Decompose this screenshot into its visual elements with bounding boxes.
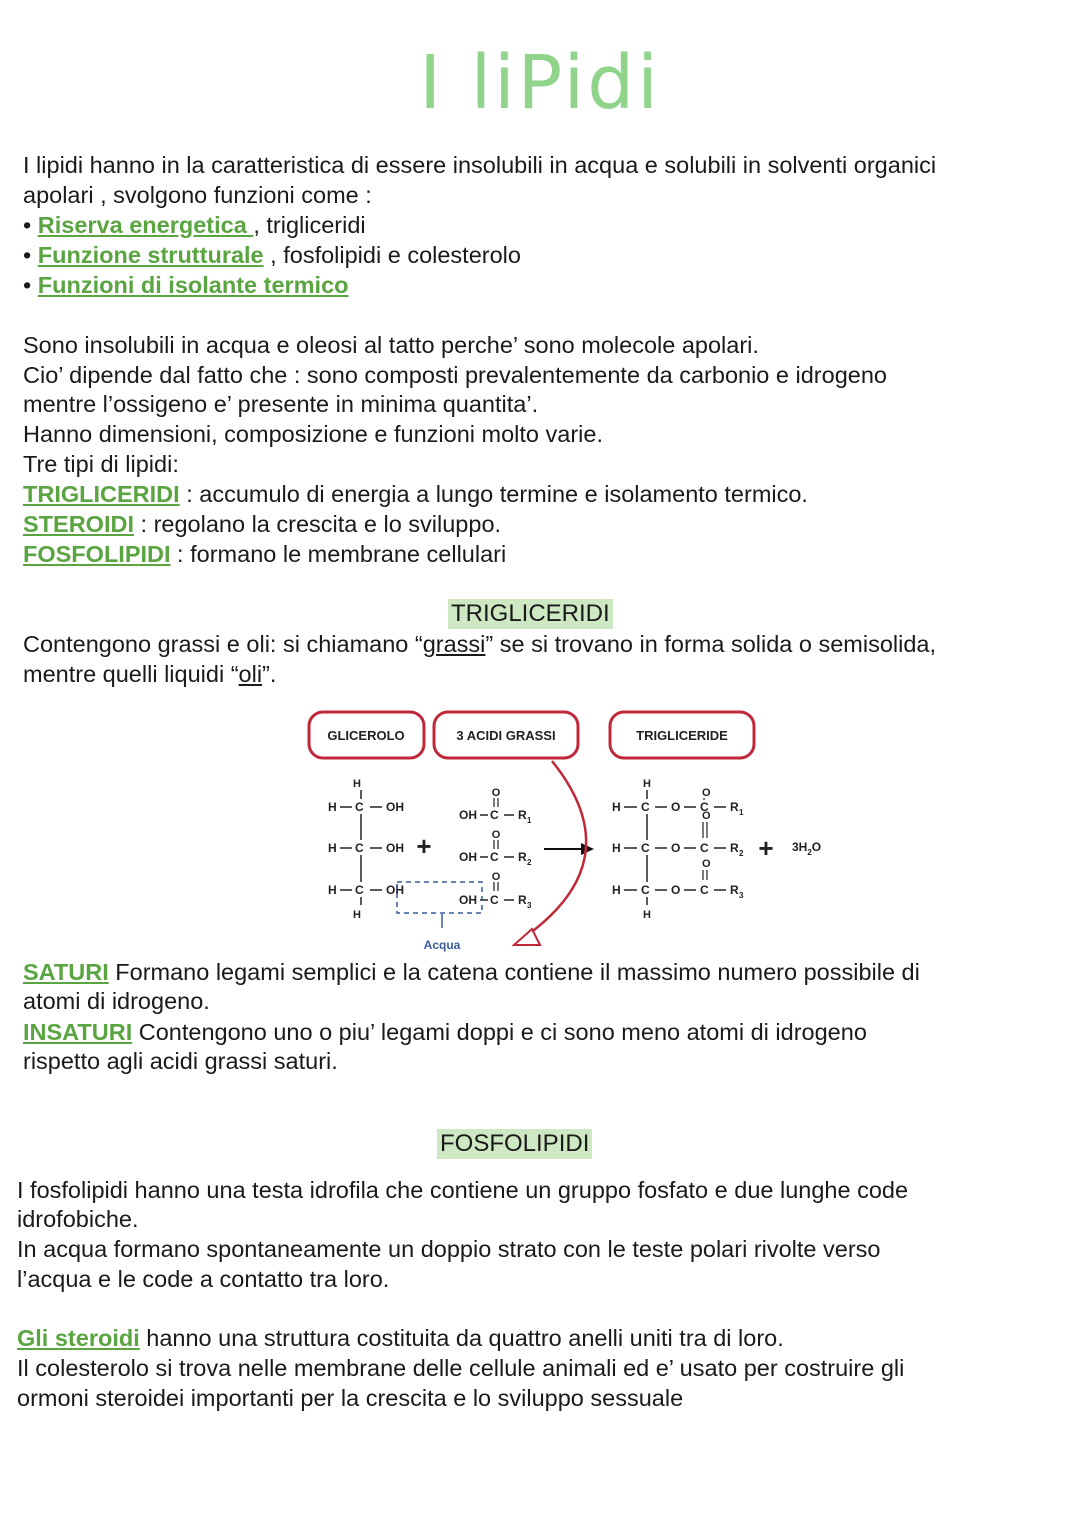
paragraph-line: I fosfolipidi hanno una testa idrofila che contiene un gruppo fosfato e due lunghe code bbox=[17, 1177, 909, 1203]
svg-text:C: C bbox=[490, 850, 499, 864]
lipid-type bbox=[23, 509, 501, 539]
svg-text:C: C bbox=[641, 800, 650, 814]
box-glicerolo-label: GLICEROLO bbox=[327, 728, 405, 743]
triglyceride-reaction-diagram bbox=[294, 683, 840, 955]
svg-text:OH: OH bbox=[386, 800, 404, 814]
svg-text:O: O bbox=[671, 883, 681, 897]
insaturi-line: INSATURI Contengono uno o piu’ legami doppi e ci sono meno atomi di idrogeno bbox=[23, 1019, 867, 1045]
bullet-term: Funzioni di isolante termico bbox=[37, 272, 349, 298]
saturi-line: SATURI Formano legami semplici e la catena contiene il massimo numero possibile di bbox=[23, 959, 920, 985]
box-trigliceride-label: TRIGLICERIDE bbox=[636, 728, 728, 743]
svg-text:O: O bbox=[491, 829, 501, 841]
svg-text:1: 1 bbox=[527, 816, 532, 825]
glycerol-structure bbox=[328, 778, 404, 921]
paragraph-line: idrofobiche. bbox=[17, 1206, 139, 1232]
svg-text:R: R bbox=[518, 893, 527, 907]
svg-text:R: R bbox=[518, 808, 527, 822]
plus-sign-2: + bbox=[758, 833, 774, 863]
svg-text:R: R bbox=[730, 800, 739, 814]
type-text: : regolano la crescita e lo sviluppo. bbox=[133, 511, 502, 537]
svg-text:O: O bbox=[491, 787, 501, 799]
paragraph-line: Il colesterolo si trova nelle membrane delle cellule animali ed e’ usato per costruire gli bbox=[17, 1355, 905, 1381]
paragraph-line: ormoni steroidei importanti per la crescita e lo sviluppo sessuale bbox=[17, 1385, 684, 1411]
svg-text:OH: OH bbox=[459, 808, 477, 822]
svg-text:C: C bbox=[641, 841, 650, 855]
svg-text:2: 2 bbox=[527, 858, 532, 867]
paragraph-line: Cio’ dipende dal fatto che : sono composti prevalentemente da carbonio e idrogeno bbox=[23, 362, 887, 388]
bullet-text: , fosfolipidi e colesterolo bbox=[263, 242, 521, 268]
svg-text:H: H bbox=[328, 841, 337, 855]
svg-text:O: O bbox=[671, 800, 681, 814]
svg-text:R: R bbox=[730, 883, 739, 897]
paragraph-line: Hanno dimensioni, composizione e funzioni molto varie. bbox=[23, 421, 603, 447]
svg-text:C: C bbox=[700, 800, 709, 814]
svg-text:R: R bbox=[518, 850, 527, 864]
svg-text:O: O bbox=[702, 810, 711, 822]
svg-text:H: H bbox=[612, 841, 621, 855]
svg-text:3: 3 bbox=[527, 901, 532, 910]
lipid-type bbox=[23, 479, 808, 509]
svg-text:3: 3 bbox=[739, 891, 744, 900]
svg-text:O: O bbox=[491, 871, 501, 883]
svg-text:2: 2 bbox=[739, 849, 744, 858]
svg-text:C: C bbox=[355, 841, 364, 855]
steroidi-line: Gli steroidi hanno una struttura costituita da quattro anelli uniti tra di loro. bbox=[17, 1325, 784, 1351]
paragraph-line: Sono insolubili in acqua e oleosi al tatto perche’ sono molecole apolari. bbox=[23, 332, 759, 358]
svg-text:H: H bbox=[643, 909, 651, 921]
bullet-item: • Funzioni di isolante termico bbox=[23, 272, 349, 298]
svg-text:H: H bbox=[353, 909, 361, 921]
svg-text:O: O bbox=[671, 841, 681, 855]
paragraph-line: mentre l’ossigeno e’ presente in minima quantita’. bbox=[23, 391, 539, 417]
lipid-type bbox=[23, 539, 506, 569]
svg-text:C: C bbox=[490, 893, 499, 907]
intro-line: I lipidi hanno in la caratteristica di essere insolubili in acqua e solubili in solventi organici bbox=[23, 152, 937, 178]
water-product: $3H_2O$ bbox=[792, 840, 822, 857]
box-acidi-grassi-label: 3 ACIDI GRASSI bbox=[456, 728, 556, 743]
svg-text:H: H bbox=[353, 778, 361, 790]
bullet-item: • Riserva energetica , trigliceridi bbox=[23, 212, 366, 238]
triglyceride-structure bbox=[612, 778, 744, 921]
bullet-term: Riserva energetica bbox=[37, 212, 254, 238]
svg-text:H: H bbox=[328, 883, 337, 897]
svg-text:H: H bbox=[612, 800, 621, 814]
water-arrow bbox=[519, 761, 586, 941]
section-heading-fosfolipidi: FOSFOLIPIDI bbox=[437, 1129, 592, 1159]
svg-text:C: C bbox=[355, 883, 364, 897]
svg-text:OH: OH bbox=[386, 883, 404, 897]
saturi-term: SATURI bbox=[23, 959, 109, 985]
paragraph-line: rispetto agli acidi grassi saturi. bbox=[23, 1048, 338, 1074]
paragraph-line: l’acqua e le code a contatto tra loro. bbox=[17, 1266, 390, 1292]
svg-text:O: O bbox=[702, 858, 711, 870]
plus-sign: + bbox=[416, 831, 432, 861]
svg-text:C: C bbox=[641, 883, 650, 897]
type-text: : accumulo di energia a lungo termine e isolamento termico. bbox=[179, 481, 808, 507]
paragraph-line: Tre tipi di lipidi: bbox=[23, 451, 179, 477]
svg-text:O: O bbox=[702, 787, 711, 799]
svg-text:C: C bbox=[700, 883, 709, 897]
paragraph-line: atomi di idrogeno. bbox=[23, 988, 210, 1014]
intro-line: apolari , svolgono funzioni come : bbox=[23, 182, 372, 208]
svg-text:1: 1 bbox=[739, 808, 744, 817]
steroidi-term: Gli steroidi bbox=[17, 1325, 140, 1351]
type-term: FOSFOLIPIDI bbox=[23, 541, 171, 567]
type-term: TRIGLICERIDI bbox=[23, 481, 180, 507]
svg-text:OH: OH bbox=[459, 893, 477, 907]
svg-text:C: C bbox=[355, 800, 364, 814]
fatty-acids-structure bbox=[459, 787, 532, 910]
svg-text:R: R bbox=[730, 841, 739, 855]
svg-text:OH: OH bbox=[386, 841, 404, 855]
paragraph-line: mentre quelli liquidi “oli”. bbox=[23, 661, 277, 687]
paragraph-line: Contengono grassi e oli: si chiamano “grassi” se si trovano in forma solida o semisolida, bbox=[23, 631, 937, 657]
section-heading-trigliceridi: TRIGLICERIDI bbox=[448, 599, 613, 629]
svg-text:C: C bbox=[700, 841, 709, 855]
svg-text:OH: OH bbox=[459, 850, 477, 864]
page-title: I liPidi bbox=[419, 40, 661, 126]
svg-text:H: H bbox=[643, 778, 651, 790]
paragraph-line: In acqua formano spontaneamente un doppio strato con le teste polari rivolte verso bbox=[17, 1236, 881, 1262]
svg-text:C: C bbox=[490, 808, 499, 822]
type-term: STEROIDI bbox=[23, 511, 134, 537]
type-text: : formano le membrane cellulari bbox=[170, 541, 507, 567]
insaturi-term: INSATURI bbox=[23, 1019, 133, 1045]
bullet-text: , trigliceridi bbox=[253, 212, 366, 238]
svg-text:H: H bbox=[328, 800, 337, 814]
water-label: Acqua bbox=[423, 938, 461, 952]
svg-text:H: H bbox=[612, 883, 621, 897]
bullet-item: • Funzione strutturale , fosfolipidi e colesterolo bbox=[23, 242, 521, 268]
bullet-term: Funzione strutturale bbox=[37, 242, 264, 268]
